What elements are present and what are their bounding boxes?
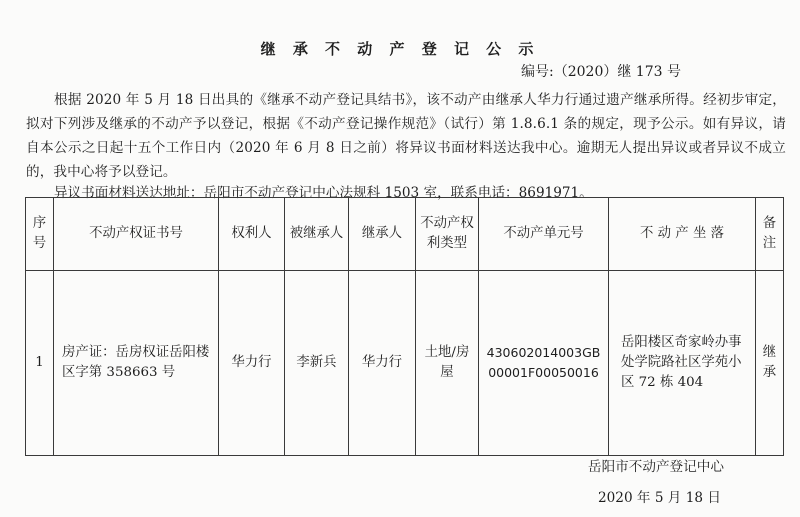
objection-address: 异议书面材料送达地址：岳阳市不动产登记中心法规科 1503 室，联系电话：8691971。 [54,185,593,201]
header-right-type: 不动产权利类型 [416,198,479,271]
header-seq: 序号 [26,198,54,271]
notice-body: 根据 2020 年 5 月 18 日出具的《继承不动产登记具结书》，该不动产由继承人华力行通过遗产继承所得。经初步审定，拟对下列涉及继承的不动产予以登记，根据《不动产登记操作规范》（试行）第 1.8.6.1 条的规定，现予公示。如有异议，请自本公示之日起十五个工作日内（2020 年 6 月 8 日之前）将异议书面材料送达我中心。逾期无人提出异议或者异议不成立的，我中心将予以登记。 [26,92,786,180]
issue-date: 2020 年 5 月 18 日 [598,490,721,506]
cell-heir: 华力行 [349,271,416,456]
table-header-row [26,198,784,271]
header-cert: 不动产权证书号 [54,198,219,271]
notice-title: 继 承 不 动 产 登 记 公 示 [260,40,540,58]
registry-table [25,197,784,456]
header-location: 不 动 产 坐 落 [609,198,756,271]
cell-remark: 继承 [756,271,784,456]
header-unit-no: 不动产单元号 [479,198,609,271]
header-decedent: 被继承人 [285,198,349,271]
notice-number: 编号:（2020）继 173 号 [521,64,681,80]
header-remark: 备注 [756,198,784,271]
cell-decedent: 李新兵 [285,271,349,456]
cell-cert: 房产证：岳房权证岳阳楼区字第 358663 号 [54,271,219,456]
issuing-organization: 岳阳市不动产登记中心 [588,459,724,475]
cell-owner: 华力行 [219,271,285,456]
header-heir: 继承人 [349,198,416,271]
cell-seq: 1 [26,271,54,456]
table-row [26,271,784,456]
header-owner: 权利人 [219,198,285,271]
cell-location: 岳阳楼区奇家岭办事处学院路社区学苑小区 72 栋 404 [609,271,756,456]
cell-right-type: 土地/房屋 [416,271,479,456]
cell-unit-no: 430602014003GB00001F00050016 [479,271,609,456]
